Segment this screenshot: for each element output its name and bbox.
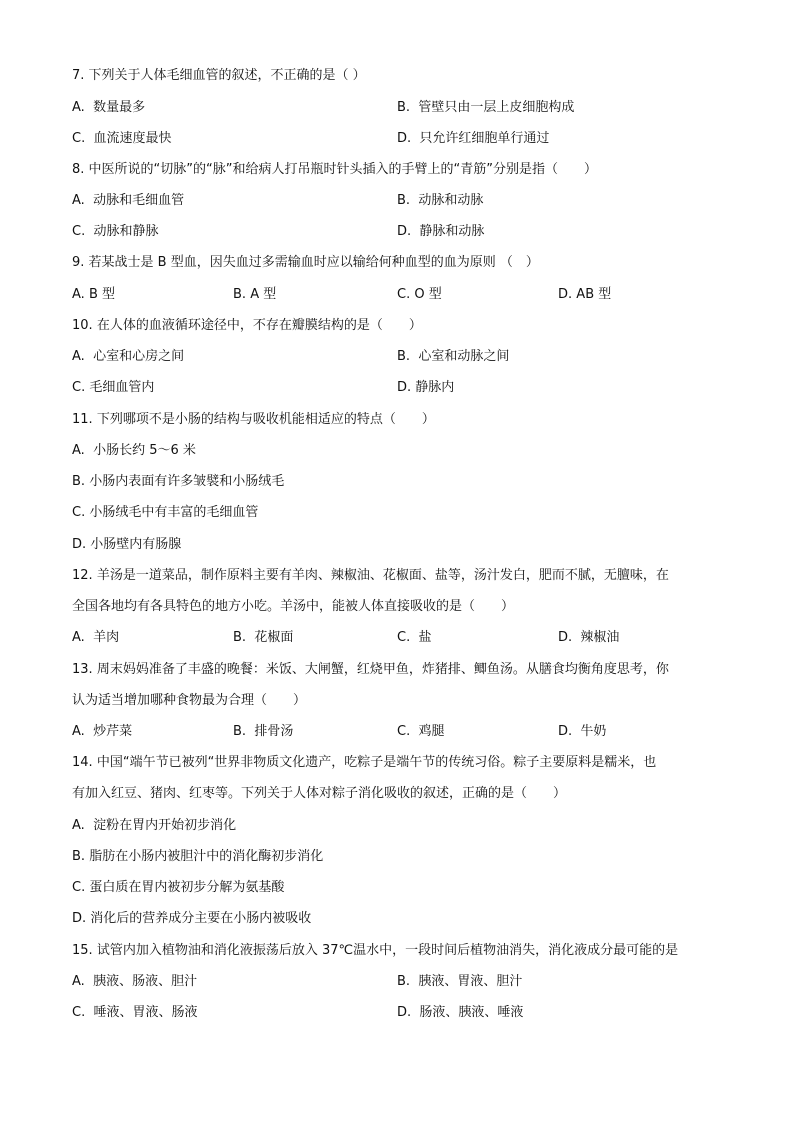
question-8-stem: 8. 中医所说的“切脉”的“脉”和给病人打吊瓶时针头插入的手臂上的“青筋”分别是指（ ） bbox=[72, 162, 597, 177]
question-8-option-b: B. 动脉和动脉 bbox=[397, 193, 484, 208]
question-9-option-a: A. B 型 bbox=[72, 287, 115, 302]
question-12-stem-line-1: 12. 羊汤是一道菜品，制作原料主要有羊肉、辣椒油、花椒面、盐等，汤汁发白，肥而不腻，无膻味，在 bbox=[72, 568, 669, 583]
question-9-option-b: B. A 型 bbox=[233, 287, 277, 302]
question-15-option-b: B. 胰液、胃液、胆汁 bbox=[397, 974, 523, 989]
question-11-option-a: A. 小肠长约 5～6 米 bbox=[72, 443, 196, 458]
question-10-option-c: C. 毛细血管内 bbox=[72, 380, 155, 395]
question-7-option-a: A. 数量最多 bbox=[72, 100, 146, 115]
question-14-stem-line-2: 有加入红豆、猪肉、红枣等。下列关于人体对粽子消化吸收的叙述，正确的是（ ） bbox=[72, 786, 567, 801]
question-12-option-b: B. 花椒面 bbox=[233, 630, 294, 645]
question-7-option-b: B. 管壁只由一层上皮细胞构成 bbox=[397, 100, 575, 115]
question-10-stem: 10. 在人体的血液循环途径中，不存在瓣膜结构的是（ ） bbox=[72, 318, 422, 333]
question-14-stem-line-1: 14. 中国“端午节已被列“世界非物质文化遗产，吃粽子是端午节的传统习俗。粽子主要原料是糯米，也 bbox=[72, 755, 657, 770]
question-10-option-d: D. 静脉内 bbox=[397, 380, 455, 395]
question-10-option-a: A. 心室和心房之间 bbox=[72, 349, 185, 364]
question-14-option-d: D. 消化后的营养成分主要在小肠内被吸收 bbox=[72, 911, 312, 926]
question-11-option-c: C. 小肠绒毛中有丰富的毛细血管 bbox=[72, 505, 259, 520]
question-12-option-c: C. 盐 bbox=[397, 630, 432, 645]
question-13-stem-line-1: 13. 周末妈妈准备了丰盛的晚餐：米饭、大闸蟹，红烧甲鱼，炸猪排、鲫鱼汤。从膳食均衡角度思考，你 bbox=[72, 662, 669, 677]
question-13-option-b: B. 排骨汤 bbox=[233, 724, 294, 739]
question-14-option-c: C. 蛋白质在胃内被初步分解为氨基酸 bbox=[72, 880, 285, 895]
question-12-option-d: D. 辣椒油 bbox=[558, 630, 620, 645]
question-14-option-b: B. 脂肪在小肠内被胆汁中的消化酶初步消化 bbox=[72, 849, 324, 864]
question-13-stem-line-2: 认为适当增加哪种食物最为合理（ ） bbox=[72, 693, 307, 708]
question-7-option-d: D. 只允许红细胞单行通过 bbox=[397, 131, 550, 146]
question-8-option-a: A. 动脉和毛细血管 bbox=[72, 193, 185, 208]
question-13-option-a: A. 炒芹菜 bbox=[72, 724, 133, 739]
question-15-stem: 15. 试管内加入植物油和消化液振荡后放入 37℃温水中，一段时间后植物油消失，消化液成分最可能的是 bbox=[72, 943, 679, 958]
question-9-stem: 9. 若某战士是 B 型血，因失血过多需输血时应以输给何种血型的血为原则 （ ） bbox=[72, 255, 539, 270]
question-12-stem-line-2: 全国各地均有各具特色的地方小吃。羊汤中，能被人体直接吸收的是（ ） bbox=[72, 599, 515, 614]
question-13-option-d: D. 牛奶 bbox=[558, 724, 607, 739]
question-9-option-c: C. O 型 bbox=[397, 287, 442, 302]
question-11-stem: 11. 下列哪项不是小肠的结构与吸收机能相适应的特点（ ） bbox=[72, 412, 435, 427]
question-11-option-b: B. 小肠内表面有许多皱襞和小肠绒毛 bbox=[72, 474, 285, 489]
question-10-option-b: B. 心室和动脉之间 bbox=[397, 349, 510, 364]
question-9-option-d: D. AB 型 bbox=[558, 287, 612, 302]
question-8-option-c: C. 动脉和静脉 bbox=[72, 224, 159, 239]
question-12-option-a: A. 羊肉 bbox=[72, 630, 120, 645]
question-15-option-a: A. 胰液、肠液、胆汁 bbox=[72, 974, 198, 989]
question-13-option-c: C. 鸡腿 bbox=[397, 724, 445, 739]
question-14-option-a: A. 淀粉在胃内开始初步消化 bbox=[72, 818, 237, 833]
question-8-option-d: D. 静脉和动脉 bbox=[397, 224, 485, 239]
question-15-option-d: D. 肠液、胰液、唾液 bbox=[397, 1005, 524, 1020]
question-7-option-c: C. 血流速度最快 bbox=[72, 131, 172, 146]
question-15-option-c: C. 唾液、胃液、肠液 bbox=[72, 1005, 198, 1020]
question-11-option-d: D. 小肠壁内有肠腺 bbox=[72, 537, 182, 552]
question-7-stem: 7. 下列关于人体毛细血管的叙述，不正确的是（ ） bbox=[72, 68, 366, 83]
